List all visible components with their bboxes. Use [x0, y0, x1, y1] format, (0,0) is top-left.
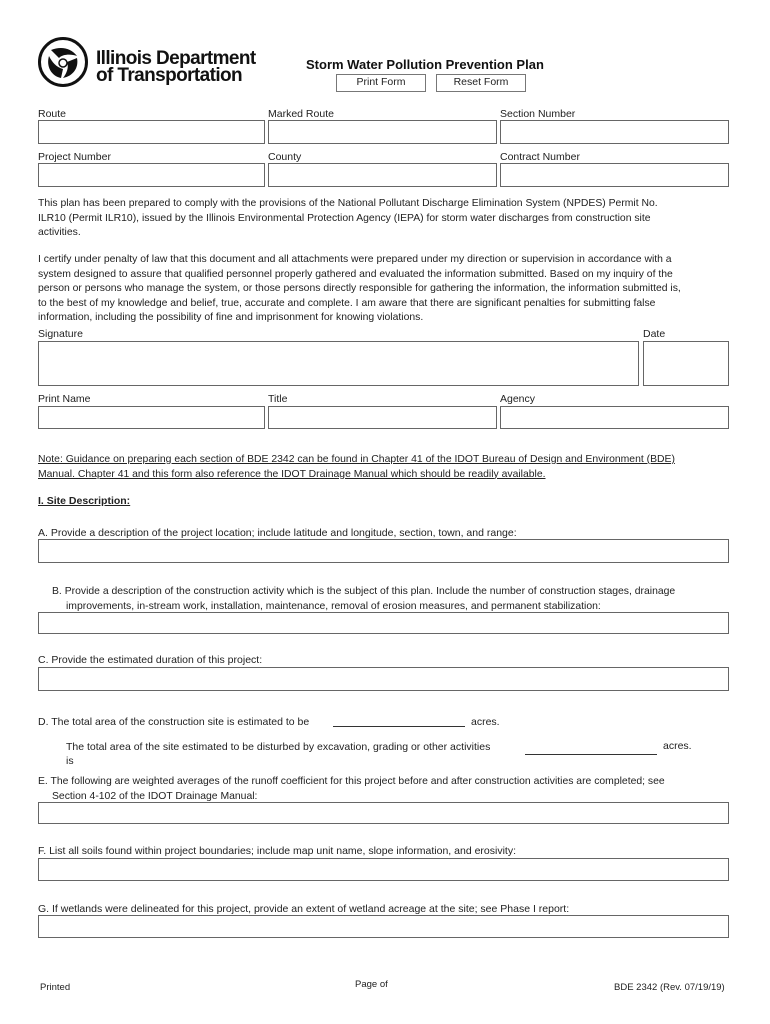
question-f: F. List all soils found within project boundaries; include map unit name, slope information, and erosivity:: [38, 845, 517, 857]
printed-label: Printed: [40, 982, 71, 993]
note-line: Manual. Chapter 41 and this form also reference the IDOT Drainage Manual which should be readily available.: [38, 468, 546, 480]
signature-input[interactable]: [38, 341, 639, 386]
agency-input[interactable]: [500, 406, 729, 429]
county-label: County: [268, 151, 302, 163]
date-label: Date: [643, 328, 666, 340]
signature-label: Signature: [38, 328, 83, 340]
question-e: [38, 775, 665, 804]
agency-name-line2: of Transportation: [96, 65, 243, 86]
disturbed-area-label-line2: is: [66, 755, 74, 767]
question-b-line: improvements, in-stream work, installation, maintenance, removal of erosion measures, and permanent stabilization:: [66, 600, 601, 612]
cert-line: to the best of my knowledge and belief, true, accurate and complete. I am aware that there are significant penalties for submitting false: [38, 297, 656, 309]
question-d: D. The total area of the construction site is estimated to be: [38, 716, 310, 728]
contract-number-input[interactable]: [500, 163, 729, 187]
agency-name-line1: Illinois Department: [96, 48, 256, 69]
section-number-input[interactable]: [500, 120, 729, 144]
county-input[interactable]: [268, 163, 497, 187]
construction-activity-input[interactable]: [38, 612, 729, 634]
question-e-line: E. The following are weighted averages of the runoff coefficient for this project before and after construction activities are completed; see: [38, 776, 665, 787]
intro-p1-line: activities.: [38, 227, 81, 238]
section-heading: I. Site Description:: [38, 495, 131, 507]
cert-line: system designed to assure that qualified personnel properly gathered and evaluated the information submitted. Based on my inquiry of the: [38, 268, 673, 280]
print-form-button[interactable]: Print Form: [336, 74, 426, 92]
question-a: A. Provide a description of the project location; include latitude and longitude, section, town, and range:: [38, 527, 517, 539]
agency-label: Agency: [500, 393, 536, 405]
print-name-label: Print Name: [38, 393, 91, 405]
print-name-input[interactable]: [38, 406, 265, 429]
project-location-input[interactable]: [38, 539, 729, 563]
question-b: [52, 585, 675, 614]
cert-line: information, including the possibility of fine and imprisonment for knowing violations.: [38, 312, 424, 323]
note-line: Note: Guidance on preparing each section of BDE 2342 can be found in Chapter 41 of the IDOT Bureau of Design and Environment (BDE): [38, 454, 675, 465]
intro-paragraph-1: [38, 197, 658, 241]
duration-input[interactable]: [38, 667, 729, 691]
form-title: Storm Water Pollution Prevention Plan: [306, 57, 544, 72]
cert-line: I certify under penalty of law that this document and all attachments were prepared under my direction or supervision in accordance with a: [38, 254, 672, 265]
title-label: Title: [268, 393, 288, 405]
guidance-note: [38, 453, 675, 482]
intro-p1-line: ILR10 (Permit ILR10), issued by the Illinois Environmental Protection Agency (IEPA) for storm water discharges from construction site: [38, 212, 651, 224]
disturbed-area-input[interactable]: [525, 742, 657, 755]
total-area-unit: acres.: [471, 716, 500, 728]
intro-p1-line: This plan has been prepared to comply with the provisions of the National Pollutant Discharge Elimination System (NPDES) Permit No.: [38, 198, 658, 209]
route-input[interactable]: [38, 120, 265, 144]
contract-number-label: Contract Number: [500, 151, 580, 163]
project-number-input[interactable]: [38, 163, 265, 187]
runoff-coefficient-input[interactable]: [38, 802, 729, 824]
total-area-input[interactable]: [333, 714, 465, 727]
soils-input[interactable]: [38, 858, 729, 881]
project-number-label: Project Number: [38, 151, 111, 163]
form-id: BDE 2342 (Rev. 07/19/19): [614, 982, 725, 993]
question-e-line: Section 4-102 of the IDOT Drainage Manual:: [52, 790, 258, 802]
marked-route-label: Marked Route: [268, 108, 334, 120]
disturbed-area-unit: acres.: [663, 740, 692, 752]
marked-route-input[interactable]: [268, 120, 497, 144]
question-g: G. If wetlands were delineated for this project, provide an extent of wetland acreage at the site; see Phase I report:: [38, 903, 570, 915]
route-label: Route: [38, 108, 67, 120]
reset-form-button[interactable]: Reset Form: [436, 74, 526, 92]
cert-line: person or persons who manage the system, or those persons directly responsible for gathering the information, the information submitted is,: [38, 283, 681, 294]
section-number-label: Section Number: [500, 108, 576, 120]
idot-logo-icon: [37, 36, 91, 88]
title-input[interactable]: [268, 406, 497, 429]
question-c: C. Provide the estimated duration of this project:: [38, 654, 263, 666]
question-b-line: B. Provide a description of the construction activity which is the subject of this plan. Include the number of construction stages, drainage: [52, 586, 676, 597]
certification-paragraph: [38, 253, 681, 326]
disturbed-area-label-line1: The total area of the site estimated to be disturbed by excavation, grading or other activities: [66, 741, 491, 753]
wetlands-input[interactable]: [38, 915, 729, 938]
date-input[interactable]: [643, 341, 729, 386]
page-number: Page of: [355, 979, 388, 990]
